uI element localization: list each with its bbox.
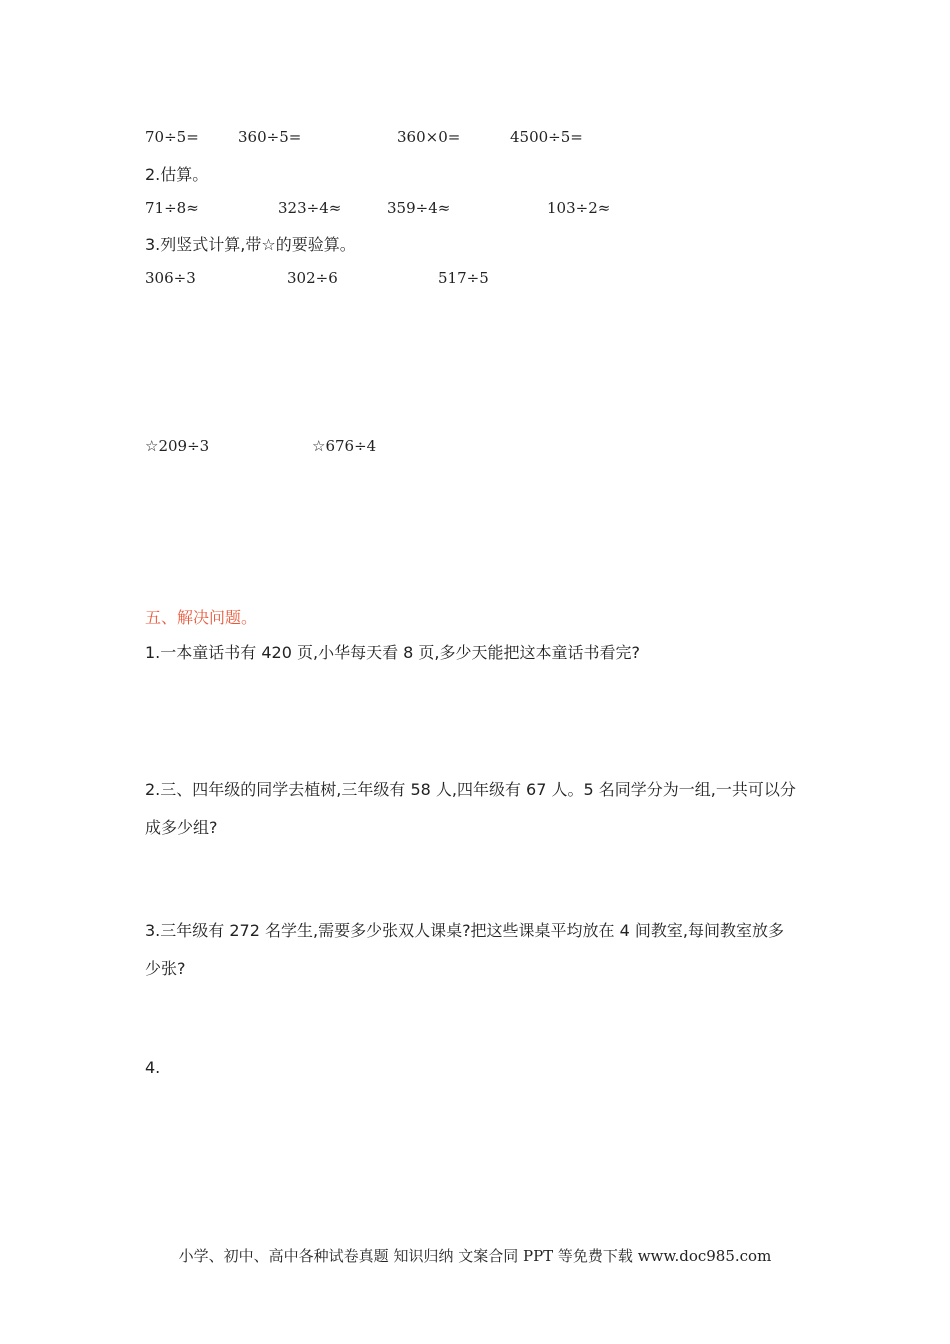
problem-1: 1.一本童话书有 420 页,小华每天看 8 页,多少天能把这本童话书看完? [145,643,640,662]
expr-359-div-4: 359÷4≈ [387,199,451,217]
expr-306-div-3: 306÷3 [145,269,196,287]
problem-2-line-2: 成多少组? [145,818,218,837]
page-footer: 小学、初中、高中各种试卷真题 知识归纳 文案合同 PPT 等免费下载 www.doc985.com [178,1247,772,1265]
expr-302-div-6: 302÷6 [287,269,338,287]
question-2-heading: 2.估算。 [145,165,209,184]
problem-3-line-2: 少张? [145,959,186,978]
expr-360-div-5: 360÷5= [238,128,302,146]
problem-3-line-1: 3.三年级有 272 名学生,需要多少张双人课桌?把这些课桌平均放在 4 间教室,每间教室放多 [145,921,784,940]
expr-517-div-5: 517÷5 [438,269,489,287]
expr-323-div-4: 323÷4≈ [278,199,342,217]
expr-360-times-0: 360×0= [397,128,461,146]
expr-star-209-div-3: ☆209÷3 [145,437,210,455]
expr-103-div-2: 103÷2≈ [547,199,611,217]
expr-71-div-8: 71÷8≈ [145,199,199,217]
expr-4500-div-5: 4500÷5= [510,128,583,146]
problem-2-line-1: 2.三、四年级的同学去植树,三年级有 58 人,四年级有 67 人。5 名同学分为一组,一共可以分 [145,780,796,799]
question-3-heading: 3.列竖式计算,带☆的要验算。 [145,235,356,254]
section-5-title: 五、解决问题。 [145,608,258,627]
problem-4: 4. [145,1058,161,1077]
expr-star-676-div-4: ☆676÷4 [312,437,377,455]
expr-70-div-5: 70÷5= [145,128,199,146]
